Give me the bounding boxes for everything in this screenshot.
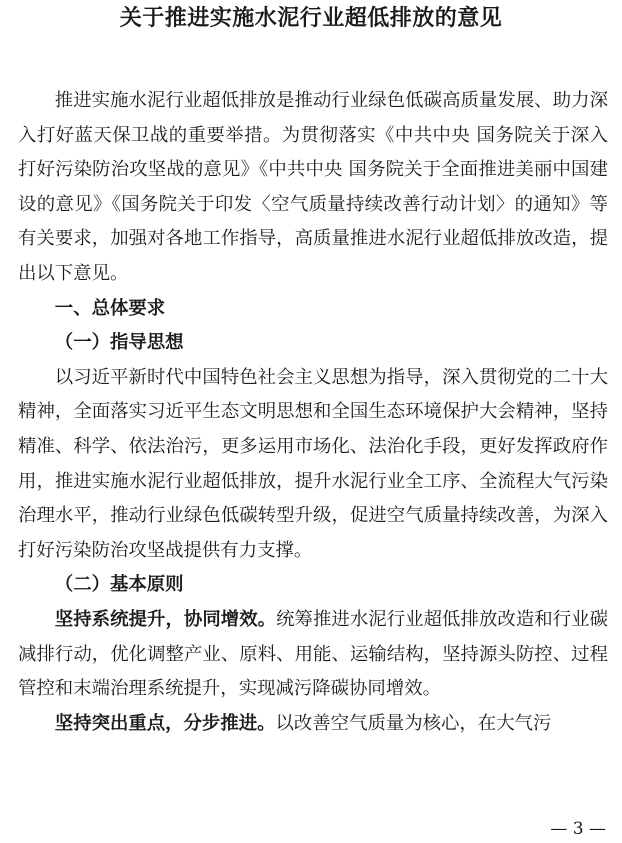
principle-paragraph-1 [18, 603, 608, 707]
subsection-heading-guiding-ideology: （一）指导思想 [54, 332, 184, 354]
intro-paragraph: 推进实施水泥行业超低排放是推动行业绿色低碳高质量发展、助力深入打好蓝天保卫战的重要举措。为贯彻落实《中共中央 国务院关于深入打好污染防治攻坚战的意见》《中共中央 国务院关于全面推进美丽中国建设的意见》《国务院关于印发〈空气质量持续改善行动计划〉的通知》等有关要求，加强对各地工作指导，高质量推进水泥行业超低排放改造，提出以下意见。 [18, 90, 608, 284]
principle-2-lead: 坚持突出重点，分步推进。 [54, 712, 276, 734]
principle-1-lead: 坚持系统提升，协同增效。 [54, 608, 277, 630]
subsection-heading-basic-principles: （二）基本原则 [54, 574, 184, 596]
page-number: — 3 — [550, 819, 606, 839]
guiding-ideology-paragraph: 以习近平新时代中国特色社会主义思想为指导，深入贯彻党的二十大精神，全面落实习近平生态文明思想和全国生态环境保护大会精神，坚持精准、科学、依法治污，更多运用市场化、法治化手段，更好发挥政府作用，推进实施水泥行业超低排放，提升水泥行业全工序、全流程大气污染治理水平，推动行业绿色低碳转型升级，促进空气质量持续改善，为深入打好污染防治攻坚战提供有力支撑。 [18, 366, 608, 561]
principle-paragraph-2 [18, 707, 608, 742]
principle-2-text: 以改善空气质量为核心，在大气污 [275, 712, 552, 734]
document-title: 关于推进实施水泥行业超低排放的意见 [119, 6, 503, 31]
document-body [18, 84, 608, 741]
principle-1-text: 统筹推进水泥行业超低排放改造和行业碳减排行动，优化调整产业、原料、用能、运输结构，坚持源头防控、过程管控和末端治理系统提升，实现减污降碳协同增效。 [18, 608, 608, 700]
section-heading-general-requirements: 一、总体要求 [54, 297, 166, 319]
